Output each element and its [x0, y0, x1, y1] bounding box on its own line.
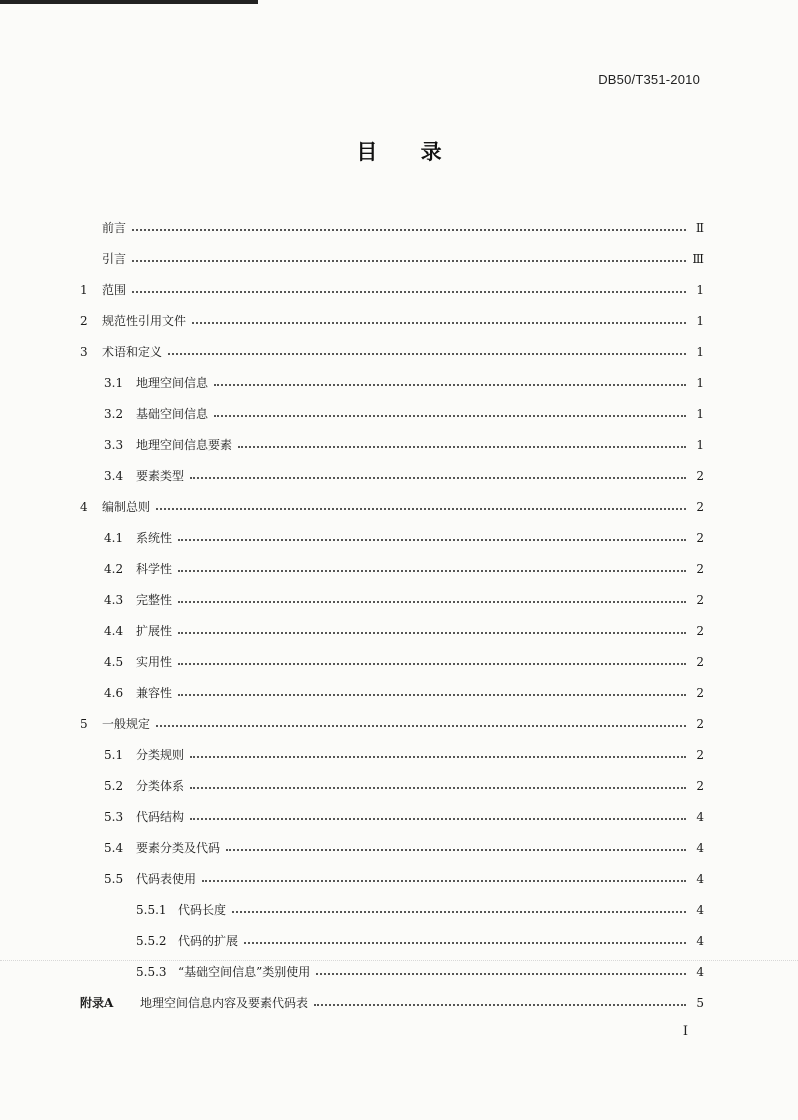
- toc-entry-page: 1: [696, 437, 704, 452]
- toc-leader-dots: [192, 321, 686, 324]
- toc-entry-page: 2: [696, 654, 704, 669]
- toc-entry-label: 规范性引用文件: [102, 314, 187, 328]
- toc-leader-dots: [226, 848, 686, 851]
- toc-entry-page: 4: [696, 809, 704, 824]
- toc-entry[interactable]: [80, 615, 704, 646]
- toc-entry-number: 5.5.3: [136, 964, 167, 979]
- toc-entry-number: 4: [80, 499, 88, 514]
- toc-entry-number: 5.4: [104, 840, 124, 855]
- toc-entry-number: 3.4: [104, 468, 124, 483]
- toc-entry[interactable]: [80, 584, 704, 615]
- toc-entry-page: 4: [696, 902, 704, 917]
- toc-leader-dots: [314, 1003, 686, 1006]
- toc-entry-number: 4.3: [104, 592, 124, 607]
- toc-entry[interactable]: [80, 832, 704, 863]
- toc-entry-label: 扩展性: [136, 624, 173, 638]
- toc-entry[interactable]: [80, 212, 704, 243]
- toc-entry-number: 5.5: [104, 871, 124, 886]
- toc-entry-page: 1: [696, 344, 704, 359]
- toc-entry[interactable]: [80, 491, 704, 522]
- toc-entry-label: 系统性: [136, 531, 173, 545]
- toc-entry-label: 地理空间信息内容及要素代码表: [140, 996, 309, 1010]
- toc-entry[interactable]: [80, 956, 704, 987]
- toc-entry-number: 3: [80, 344, 88, 359]
- page-number: I: [682, 1024, 688, 1039]
- toc-entry-label: 代码长度: [178, 903, 227, 917]
- toc-entry-number: 附录A: [80, 996, 114, 1010]
- toc-leader-dots: [202, 879, 686, 882]
- toc-entry[interactable]: [80, 739, 704, 770]
- toc-entry[interactable]: [80, 863, 704, 894]
- toc-entry-page: 1: [696, 282, 704, 297]
- toc-entry-label: 一般规定: [102, 717, 151, 731]
- toc-entry-page: 1: [696, 406, 704, 421]
- toc-leader-dots: [214, 383, 686, 386]
- page-title: 目 录: [356, 140, 442, 164]
- standard-code: DB50/T351-2010: [598, 72, 700, 87]
- toc-entry-label: 前言: [102, 221, 127, 235]
- toc-leader-dots: [132, 290, 686, 293]
- toc-entry-page: 4: [696, 964, 704, 979]
- toc-entry-page: 2: [696, 530, 704, 545]
- toc-leader-dots: [190, 476, 686, 479]
- toc-entry[interactable]: [80, 987, 704, 1018]
- toc-entry[interactable]: [80, 522, 704, 553]
- toc-leader-dots: [232, 910, 686, 913]
- toc-entry-number: 5.3: [104, 809, 124, 824]
- toc-entry-number: 4.5: [104, 654, 124, 669]
- toc-entry-number: 5.1: [104, 747, 124, 762]
- toc-entry[interactable]: [80, 553, 704, 584]
- toc-entry-page: 4: [696, 840, 704, 855]
- toc-leader-dots: [190, 817, 686, 820]
- toc-entry-page: 2: [696, 716, 704, 731]
- toc-entry-page: 2: [696, 623, 704, 638]
- toc-entry-label: 术语和定义: [102, 345, 163, 359]
- toc-entry[interactable]: [80, 894, 704, 925]
- toc-leader-dots: [178, 600, 686, 603]
- toc-entry-label: “基础空间信息”类别使用: [178, 965, 311, 979]
- toc-entry[interactable]: [80, 367, 704, 398]
- toc-entry[interactable]: [80, 398, 704, 429]
- toc-entry-number: 3.1: [104, 375, 124, 390]
- toc-entry-number: 3.3: [104, 437, 124, 452]
- toc-entry-number: 5.2: [104, 778, 124, 793]
- toc-entry-number: 5: [80, 716, 88, 731]
- toc-entry-page: 2: [696, 685, 704, 700]
- toc-leader-dots: [214, 414, 686, 417]
- toc-entry-label: 地理空间信息: [136, 376, 209, 390]
- toc-leader-dots: [178, 662, 686, 665]
- toc-entry-label: 代码结构: [136, 810, 185, 824]
- toc-entry-number: 5.5.1: [136, 902, 167, 917]
- toc-entry-number: 4.2: [104, 561, 124, 576]
- toc-entry-number: 4.1: [104, 530, 124, 545]
- toc-entry-page: 1: [696, 313, 704, 328]
- toc-entry-page: Ⅲ: [692, 251, 704, 266]
- toc-entry-label: 实用性: [136, 655, 173, 669]
- toc-entry-number: 1: [80, 282, 88, 297]
- toc-leader-dots: [316, 972, 686, 975]
- toc-entry-label: 地理空间信息要素: [136, 438, 233, 452]
- toc-entry-number: 3.2: [104, 406, 124, 421]
- toc-entry[interactable]: [80, 305, 704, 336]
- toc-entry-label: 完整性: [136, 593, 173, 607]
- toc-entry-number: 4.6: [104, 685, 124, 700]
- toc-entry-page: 1: [696, 375, 704, 390]
- toc-entry[interactable]: [80, 770, 704, 801]
- toc-entry-label: 代码的扩展: [178, 934, 239, 948]
- toc-entry-label: 编制总则: [102, 500, 151, 514]
- toc-entry-label: 科学性: [136, 562, 173, 576]
- toc-entry[interactable]: [80, 460, 704, 491]
- toc-entry-label: 基础空间信息: [136, 407, 209, 421]
- toc-entry-label: 要素类型: [136, 469, 185, 483]
- toc-leader-dots: [156, 507, 686, 510]
- toc-entry[interactable]: [80, 677, 704, 708]
- toc-leader-dots: [156, 724, 686, 727]
- toc-leader-dots: [132, 228, 686, 231]
- toc-entry-page: 2: [696, 561, 704, 576]
- toc-entry-number: 2: [80, 313, 88, 328]
- toc-entry[interactable]: [80, 708, 704, 739]
- toc-entry-page: 2: [696, 592, 704, 607]
- toc-entry-page: 5: [696, 995, 704, 1010]
- toc-entry-label: 分类体系: [136, 779, 185, 793]
- toc-entry-label: 兼容性: [136, 686, 173, 700]
- toc-entry-page: 4: [696, 871, 704, 886]
- toc-entry[interactable]: [80, 274, 704, 305]
- toc-leader-dots: [178, 569, 686, 572]
- toc-entry-page: 4: [696, 933, 704, 948]
- toc-entry[interactable]: [80, 646, 704, 677]
- toc-entry[interactable]: [80, 801, 704, 832]
- toc-entry-label: 要素分类及代码: [136, 841, 221, 855]
- toc-entry-label: 分类规则: [136, 748, 185, 762]
- toc-leader-dots: [178, 631, 686, 634]
- toc-entry-page: 2: [696, 499, 704, 514]
- toc-entry-number: 5.5.2: [136, 933, 167, 948]
- toc-leader-dots: [244, 941, 686, 944]
- toc-leader-dots: [132, 259, 686, 262]
- toc-leader-dots: [190, 786, 686, 789]
- toc-leader-dots: [178, 693, 686, 696]
- toc-entry[interactable]: [80, 925, 704, 956]
- toc-entry-page: Ⅱ: [695, 220, 704, 235]
- toc-leader-dots: [168, 352, 686, 355]
- toc-entry-label: 引言: [102, 252, 127, 266]
- toc-entry-page: 2: [696, 778, 704, 793]
- toc-entry-page: 2: [696, 468, 704, 483]
- toc-entry[interactable]: [80, 429, 704, 460]
- toc-leader-dots: [190, 755, 686, 758]
- toc-entry-label: 代码表使用: [136, 872, 197, 886]
- table-of-contents: [80, 212, 704, 1018]
- toc-entry-label: 范围: [102, 283, 127, 297]
- toc-leader-dots: [178, 538, 686, 541]
- toc-leader-dots: [238, 445, 686, 448]
- toc-entry[interactable]: [80, 336, 704, 367]
- toc-entry-page: 2: [696, 747, 704, 762]
- toc-entry-number: 4.4: [104, 623, 124, 638]
- scan-edge-bar: [0, 0, 258, 4]
- toc-entry[interactable]: [80, 243, 704, 274]
